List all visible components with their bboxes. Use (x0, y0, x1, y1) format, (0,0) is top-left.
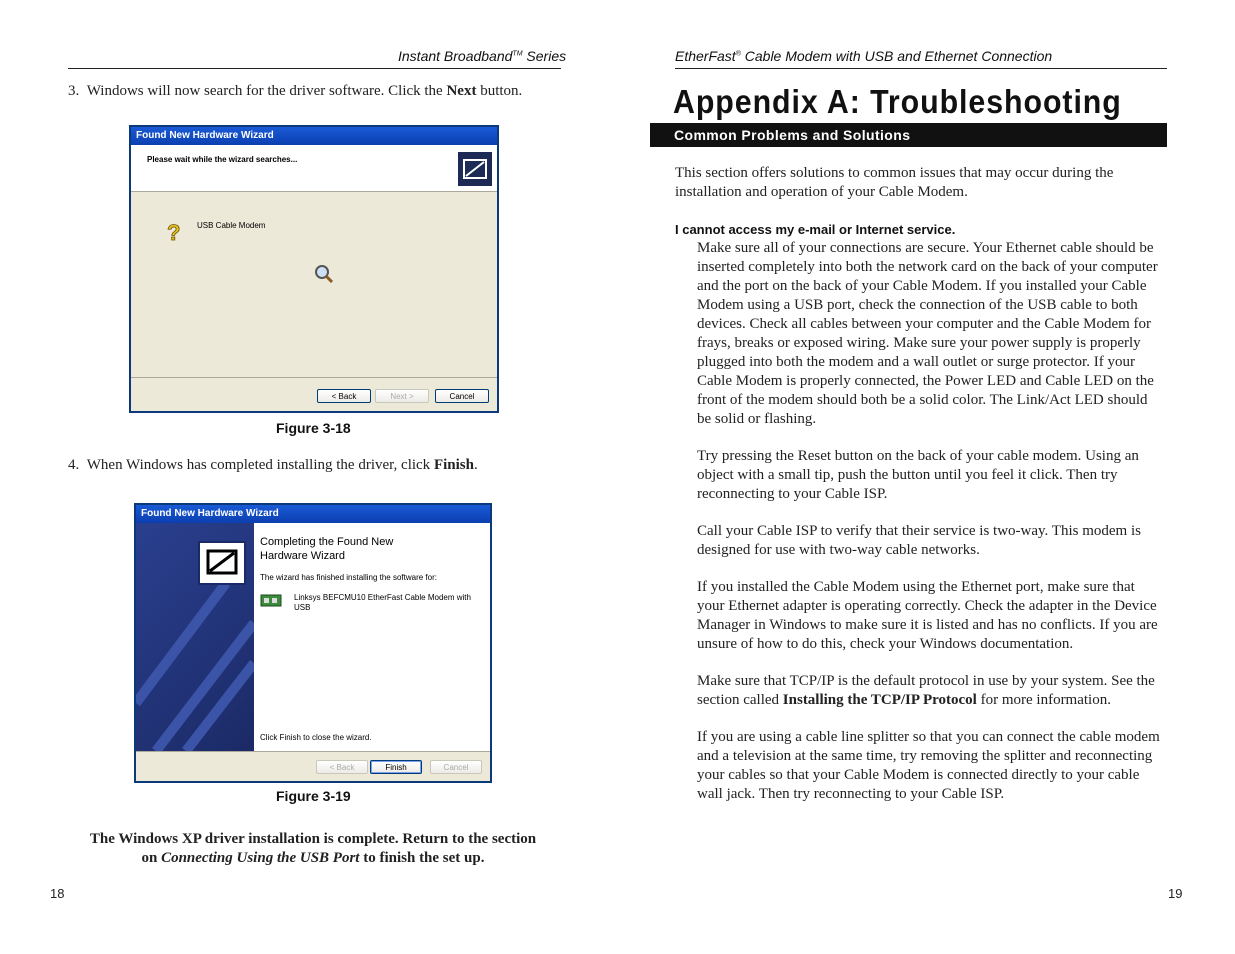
closing-note (68, 830, 558, 868)
figure-3-19-caption: Figure 3-19 (276, 788, 351, 804)
step-tail: . (473, 457, 478, 473)
wizard-side-banner (136, 523, 254, 751)
cancel-button[interactable]: Cancel (435, 389, 489, 403)
figure-3-18-caption: Figure 3-18 (276, 420, 351, 436)
left-header-rule (68, 68, 561, 69)
back-button[interactable]: < Back (316, 760, 368, 774)
cancel-button[interactable]: Cancel (430, 760, 482, 774)
appendix-title: Appendix A: Troubleshooting (673, 83, 1122, 120)
figure-3-19-wizard-window (134, 503, 492, 783)
step-3 (68, 82, 558, 101)
para5-tail: for more information. (976, 692, 1111, 708)
step-number: 4. (68, 457, 80, 473)
step-text: When Windows has completed installing the driver, click (86, 457, 434, 473)
wizard-content-panel (254, 523, 490, 751)
para5-text: Make sure that TCP/IP is the default protocol in use by your system. See the section called (697, 673, 1155, 708)
next-button[interactable]: Next > (375, 389, 429, 403)
figure-3-18-wizard-window (129, 125, 499, 413)
header-text: Instant Broadband (398, 48, 513, 64)
wizard-header-panel (131, 145, 497, 192)
closing-line-1: The Windows XP driver installation is complete. Return to the section (89, 831, 537, 847)
wizard-heading: Completing the Found New Hardware Wizard (260, 536, 394, 562)
answer-paragraph-5 (697, 672, 1165, 710)
footer-divider (131, 377, 497, 378)
closing-italic-link-text: Connecting Using the USB Port (161, 850, 360, 866)
step-bold: Next (446, 83, 477, 99)
answer-paragraph-4: If you installed the Cable Modem using the Ethernet port, make sure that your Ethernet adapter is operating correctly. Check the adapter in the Device Manager in Windows to make sure it is listed and has no conflicts. If you are unsure of how to do this, check your Windows documentation. (697, 579, 1158, 652)
step-tail: button. (476, 83, 523, 99)
registered-mark: ® (735, 50, 741, 58)
step-4 (68, 456, 558, 475)
section-title: Common Problems and Solutions (674, 127, 911, 143)
answer-paragraph-2: Try pressing the Reset button on the back of your cable modem. Using an object with a small tip, push the button until you feel it click. Then try reconnecting to your Cable ISP. (697, 448, 1139, 502)
hardware-wizard-icon (457, 151, 493, 187)
answer-paragraph-3: Call your Cable ISP to verify that their service is two-way. This modem is designed for use with two-way cable networks. (697, 523, 1141, 558)
close-instruction: Click Finish to close the wizard. (260, 733, 372, 742)
right-page-number: 19 (1168, 886, 1183, 901)
section-title-bar (650, 123, 1167, 147)
header-text: EtherFast (675, 48, 736, 64)
para5-bold: Installing the TCP/IP Protocol (782, 692, 977, 708)
question-heading: I cannot access my e-mail or Internet service. (675, 222, 956, 237)
svg-text:?: ? (167, 220, 181, 244)
network-card-icon (260, 593, 282, 609)
wizard-heading: Please wait while the wizard searches... (147, 155, 298, 164)
wizard-subtext: The wizard has finished installing the software for: (260, 573, 437, 582)
answer-paragraph-1: Make sure all of your connections are secure. Your Ethernet cable should be inserted completely into both the network card on the back of your computer and the port on the back of your Cable Modem. If you installed your Cable Modem using a USB port, check the connection of the USB cable to both devices. Check all cables between your computer and the Cable Modem for frays, breaks or exposed wiring. Make sure your power supply is properly plugged into both the modem and a wall outlet or surge protector. If your Cable Modem is properly connected, the Power LED and Cable LED on the front of the modem should both be a solid color. The Link/Act LED should be solid or flashing. (697, 240, 1158, 427)
window-title-bar: Found New Hardware Wizard (136, 505, 490, 523)
header-text-suffix: Series (522, 48, 567, 64)
search-magnifier-icon (313, 263, 335, 285)
left-running-header (398, 48, 566, 64)
right-running-header (675, 48, 1052, 64)
window-title-bar: Found New Hardware Wizard (131, 127, 497, 145)
finish-button[interactable]: Finish (370, 760, 422, 774)
question-mark-icon (165, 220, 187, 244)
device-name: USB Cable Modem (197, 221, 266, 230)
intro-paragraph: This section offers solutions to common issues that may occur during the installation and operation of your Cable Modem. (675, 165, 1114, 200)
back-button[interactable]: < Back (317, 389, 371, 403)
answer-block (697, 239, 1165, 804)
step-number: 3. (68, 83, 80, 99)
closing-tail: to finish the set up. (359, 850, 485, 866)
header-text-suffix: Cable Modem with USB and Ethernet Connection (740, 48, 1053, 64)
trademark-mark: TM (512, 50, 523, 58)
installed-device-name: Linksys BEFCMU10 EtherFast Cable Modem with USB (294, 593, 471, 612)
footer-divider (136, 751, 490, 752)
right-header-rule (675, 68, 1167, 69)
step-text: Windows will now search for the driver software. Click the (86, 83, 447, 99)
hardware-wizard-icon (198, 541, 246, 585)
answer-paragraph-6: If you are using a cable line splitter so that you can connect the cable modem and a television at the same time, try removing the splitter and reconnecting your cables so that your Cable Modem is connected directly to your cable wall jack. Then try reconnecting to your Cable ISP. (697, 729, 1160, 802)
step-bold: Finish (433, 457, 474, 473)
left-page-number: 18 (50, 886, 65, 901)
closing-on: on (141, 850, 162, 866)
